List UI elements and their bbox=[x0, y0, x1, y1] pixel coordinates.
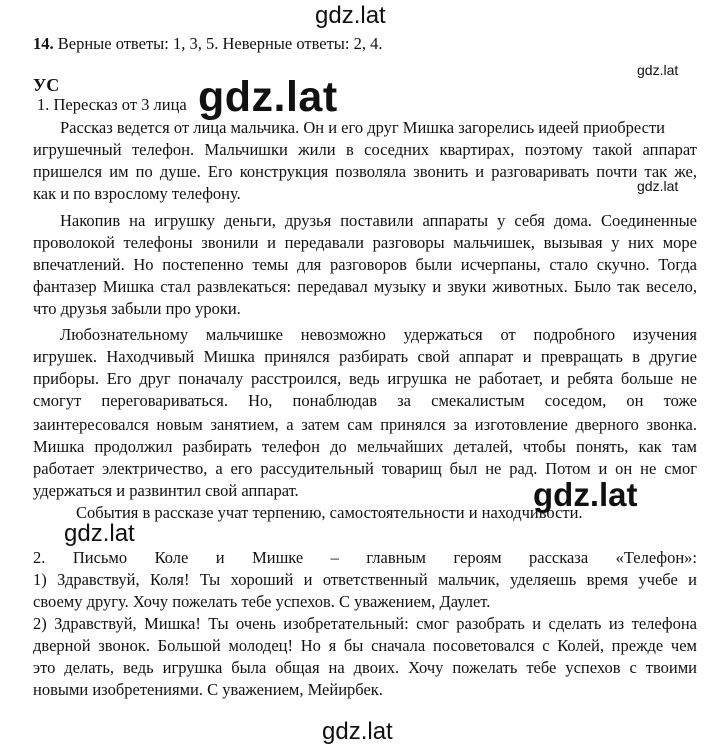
section-label: УС bbox=[33, 75, 60, 95]
part2-heading: 2. Письмо Коле и Мишке – главным героям рассказа «Телефон»: bbox=[33, 548, 697, 567]
part1-heading: 1. Пересказ от 3 лица bbox=[37, 95, 187, 114]
text-line: пришелся им по душе. Его конструкция позволяла звонить и разговаривать почти так же, bbox=[33, 162, 697, 181]
text-line: это делать, ведь игрушка была общая на двоих. Хочу пожелать тебе успехов с твоими bbox=[33, 658, 697, 677]
watermark: gdz.lat bbox=[533, 476, 638, 513]
text-line: заинтересовался новым занятием, а затем сам принялся за изготовление дверного звонка. bbox=[33, 415, 697, 434]
text-line: что друзья забыли про уроки. bbox=[33, 299, 241, 318]
watermark: gdz.lat bbox=[64, 520, 135, 547]
text-line: как и по взрослому телефону. bbox=[33, 184, 241, 203]
watermark: gdz.lat bbox=[637, 62, 679, 78]
task-14-line bbox=[33, 33, 382, 55]
text-line: приборы. Его друг поначалу расстроился, ведь игрушка не работает, и ребята больше не bbox=[33, 369, 697, 388]
watermark: gdz.lat bbox=[198, 73, 338, 121]
watermark: gdz.lat bbox=[315, 2, 386, 29]
text-line: удержаться и развинтил свой аппарат. bbox=[33, 481, 299, 500]
text-line: игрушечный телефон. Мальчишки жили в соседних квартирах, поэтому такой аппарат bbox=[33, 140, 697, 159]
text-line: впечатлений. Но постепенно темы для разговоров были исчерпаны, стало скучно. Тогда bbox=[33, 255, 697, 274]
text-line: проволокой телефоны звонили и передавали разговоры мальчишек, вызывая у них море bbox=[33, 233, 697, 252]
text-line: 1) Здравствуй, Коля! Ты хороший и ответственный мальчик, уделяешь время учебе и bbox=[33, 570, 697, 589]
task-number: 14. bbox=[33, 34, 54, 53]
text-line: Любознательному мальчишке невозможно удержаться от подробного изучения bbox=[60, 325, 697, 344]
text-line: Мишка продолжил разбирать телефон до мельчайших деталей, чтобы понять, как там bbox=[33, 437, 697, 456]
text-line: Накопив на игрушку деньги, друзья поставили аппараты у себя дома. Соединенные bbox=[60, 211, 697, 230]
text-line: дверной звонок. Большой молодец! Но я бы сначала посоветовался с Колей, прежде чем bbox=[33, 636, 697, 655]
text-line: работает электричество, а его рассудительный товарищ был не рад. Потом и он не смог bbox=[33, 459, 697, 478]
watermark: gdz.lat bbox=[637, 178, 679, 194]
text-line: События в рассказе учат терпению, самостоятельности и находчивости. bbox=[76, 503, 583, 522]
text-line: игрушек. Находчивый Мишка принялся разбирать свой аппарат и превращать в другие bbox=[33, 347, 697, 366]
text-line: своему другу. Хочу пожелать тебе успехов. С уважением, Даулет. bbox=[33, 592, 491, 611]
task-14-answers: Верные ответы: 1, 3, 5. Неверные ответы: 2, 4. bbox=[57, 34, 383, 53]
text-line: новыми изобретениями. С уважением, Мейирбек. bbox=[33, 680, 383, 699]
text-line: смогут переговариваться. Но, понаблюдав за смекалистым соседом, он тоже bbox=[33, 391, 697, 410]
text-line: фантазер Мишка стал развлекаться: передавал музыку и звуки животных. Было так весело, bbox=[33, 277, 697, 296]
watermark: gdz.lat bbox=[322, 718, 393, 745]
text-line: Рассказ ведется от лица мальчика. Он и его друг Мишка загорелись идеей приобрести bbox=[60, 118, 665, 137]
text-line: 2) Здравствуй, Мишка! Ты очень изобретательный: смог разобрать и сделать из телефона bbox=[33, 614, 697, 633]
